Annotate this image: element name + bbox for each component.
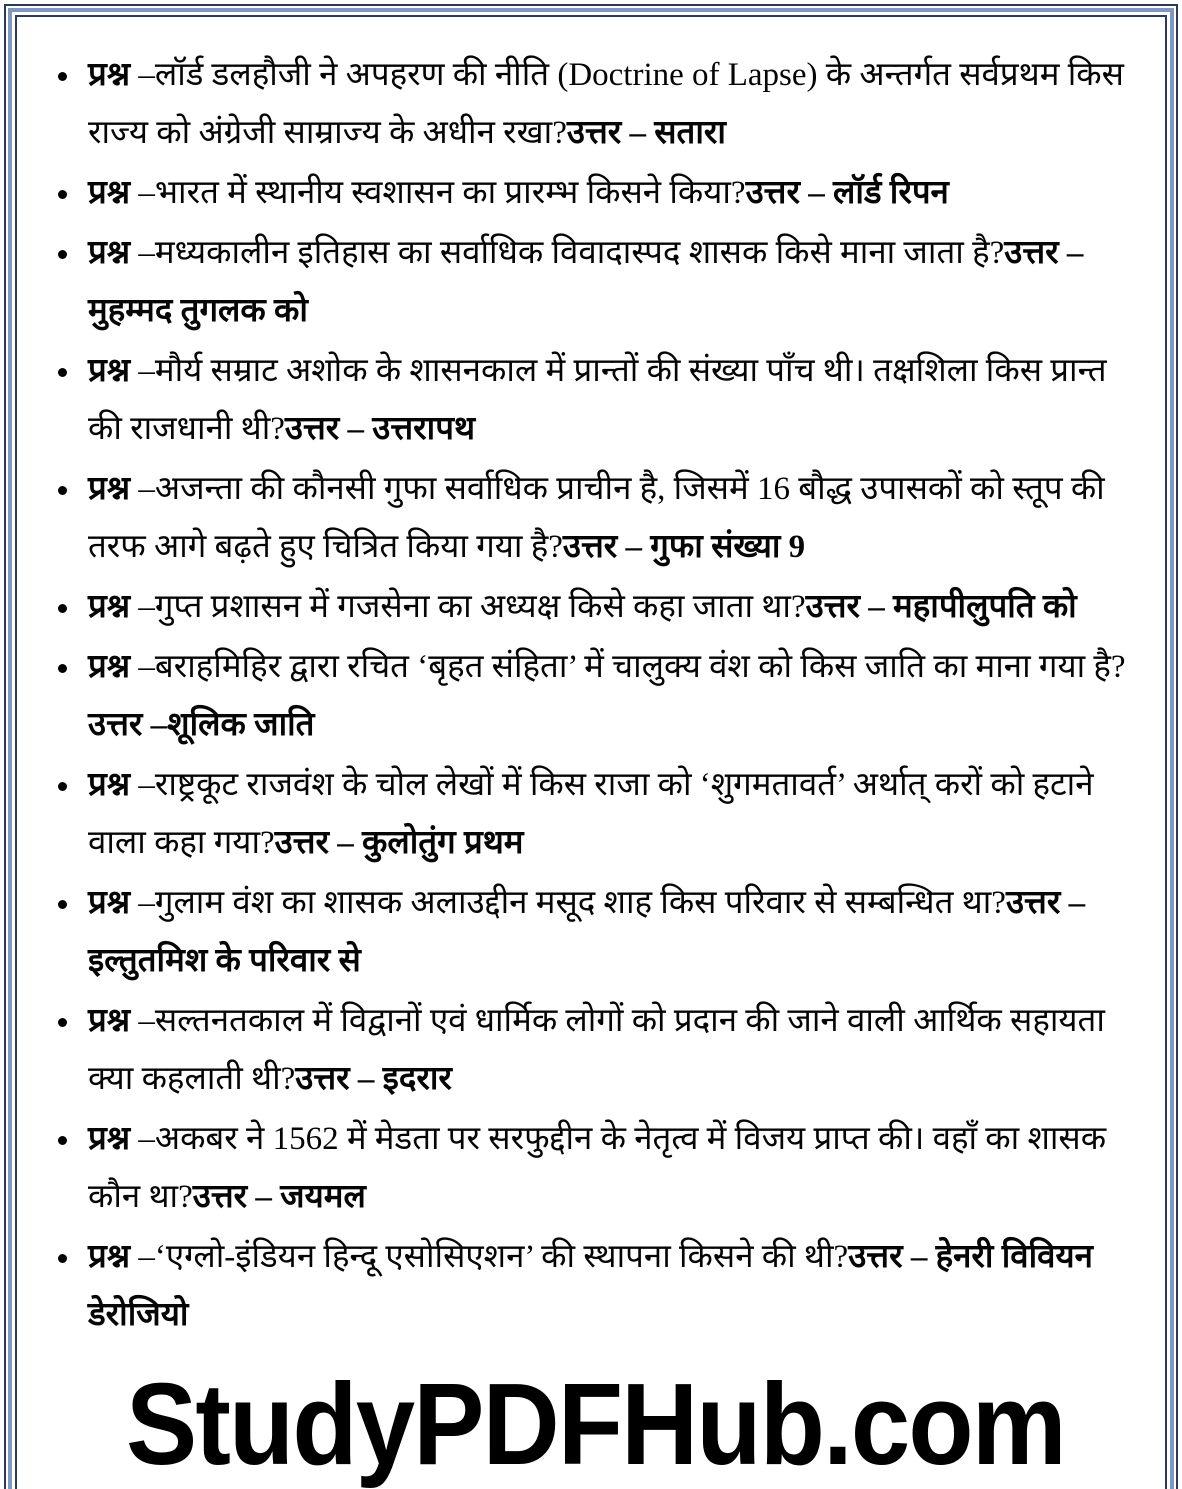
answer-text: उत्तर – इदरार [295, 1061, 452, 1097]
qa-list-item [0, 1110, 1182, 1226]
question-label: प्रश्न [88, 1121, 131, 1157]
qa-list-item [0, 46, 1182, 162]
qa-list-item [0, 164, 1182, 222]
bullet-icon [58, 190, 67, 199]
question-label: प्रश्न [88, 589, 131, 625]
question-label: प्रश्न [88, 885, 131, 921]
question-label: प्रश्न [88, 1003, 131, 1039]
answer-text: उत्तर – इल्तुतमिश के परिवार से [88, 885, 1086, 979]
qa-list-item [0, 578, 1182, 636]
qa-list-item [0, 756, 1182, 872]
answer-text: उत्तर – गुफा संख्या 9 [562, 529, 806, 565]
question-label: प्रश्न [88, 767, 131, 803]
question-text: –‘एग्लो-इंडियन हिन्दू एसोसिएशन’ की स्थापना किसने की थी? [130, 1239, 849, 1275]
answer-text: उत्तर – उत्तरापथ [284, 411, 476, 447]
question-text: –मौर्य सम्राट अशोक के शासनकाल में प्रान्तों की संख्या पाँच थी। तक्षशिला किस प्रान्त की राजधानी थी? [88, 353, 1107, 447]
qa-list-item [0, 460, 1182, 576]
bullet-icon [58, 664, 67, 673]
answer-text: उत्तर – महापीलुपति को [805, 589, 1077, 625]
question-label: प्रश्न [88, 175, 131, 211]
answer-text: उत्तर – लॉर्ड रिपन [745, 175, 949, 211]
question-text: –बराहमिहिर द्वारा रचित ‘बृहत संहिता’ में चालुक्य वंश को किस जाति का माना गया है? [130, 649, 1126, 685]
question-text: –राष्ट्रकूट राजवंश के चोल लेखों में किस राजा को ‘शुगमतावर्त’ अर्थात् करों को हटाने वाला कहा गया? [88, 767, 1094, 861]
question-text: –भारत में स्थानीय स्वशासन का प्रारम्भ किसने किया? [130, 175, 746, 211]
answer-text: उत्तर – मुहम्मद तुगलक को [88, 235, 1084, 329]
bullet-icon [58, 368, 67, 377]
qa-list-item [0, 874, 1182, 990]
bullet-icon [58, 1136, 67, 1145]
bullet-icon [58, 604, 67, 613]
question-label: प्रश्न [88, 235, 131, 271]
question-text: –अकबर ने 1562 में मेडता पर सरफुद्दीन के नेतृत्व में विजय प्राप्त की। वहाँ का शासक कौन था? [88, 1121, 1107, 1215]
bullet-icon [58, 1018, 67, 1027]
question-text: –अजन्ता की कौनसी गुफा सर्वाधिक प्राचीन है, जिसमें 16 बौद्ध उपासकों को स्तूप की तरफ आगे बढ़ते हुए चित्रित किया गया है? [88, 471, 1105, 565]
answer-text: उत्तर – हेनरी विवियन डेरोजियो [88, 1239, 1093, 1333]
question-text: –मध्यकालीन इतिहास का सर्वाधिक विवादास्पद शासक किसे माना जाता है? [130, 235, 1005, 271]
answer-text: उत्तर – सतारा [566, 115, 726, 151]
bullet-icon [58, 782, 67, 791]
question-label: प्रश्न [88, 1239, 131, 1275]
answer-text: उत्तर – कुलोतुंग प्रथम [274, 825, 524, 861]
qa-list-item [0, 992, 1182, 1108]
bullet-icon [58, 72, 67, 81]
question-answer-list [0, 46, 1182, 1346]
question-text: –गुप्त प्रशासन में गजसेना का अध्यक्ष किसे कहा जाता था? [130, 589, 806, 625]
question-text: –गुलाम वंश का शासक अलाउद्दीन मसूद शाह किस परिवार से सम्बन्धित था? [130, 885, 1006, 921]
bullet-icon [58, 1254, 67, 1263]
question-label: प्रश्न [88, 353, 131, 389]
answer-text: उत्तर –शूलिक जाति [88, 707, 315, 743]
qa-list-item [0, 224, 1182, 340]
question-text: –लॉर्ड डलहौजी ने अपहरण की नीति (Doctrine of Lapse) के अन्तर्गत सर्वप्रथम किस राज्य को अंग्रेजी साम्राज्य के अधीन रखा? [88, 57, 1124, 151]
question-text: –सल्तनतकाल में विद्वानों एवं धार्मिक लोगों को प्रदान की जाने वाली आर्थिक सहायता क्या कहलाती थी? [88, 1003, 1105, 1097]
bullet-icon [58, 900, 67, 909]
question-label: प्रश्न [88, 649, 131, 685]
qa-list-item [0, 1228, 1182, 1344]
question-label: प्रश्न [88, 57, 131, 93]
bullet-icon [58, 486, 67, 495]
watermark-studypdfhub: StudyPDFHub.com [126, 1359, 1065, 1489]
answer-text: उत्तर – जयमल [192, 1179, 366, 1215]
qa-list-item [0, 638, 1182, 754]
question-label: प्रश्न [88, 471, 131, 507]
qa-list-item [0, 342, 1182, 458]
bullet-icon [58, 250, 67, 259]
